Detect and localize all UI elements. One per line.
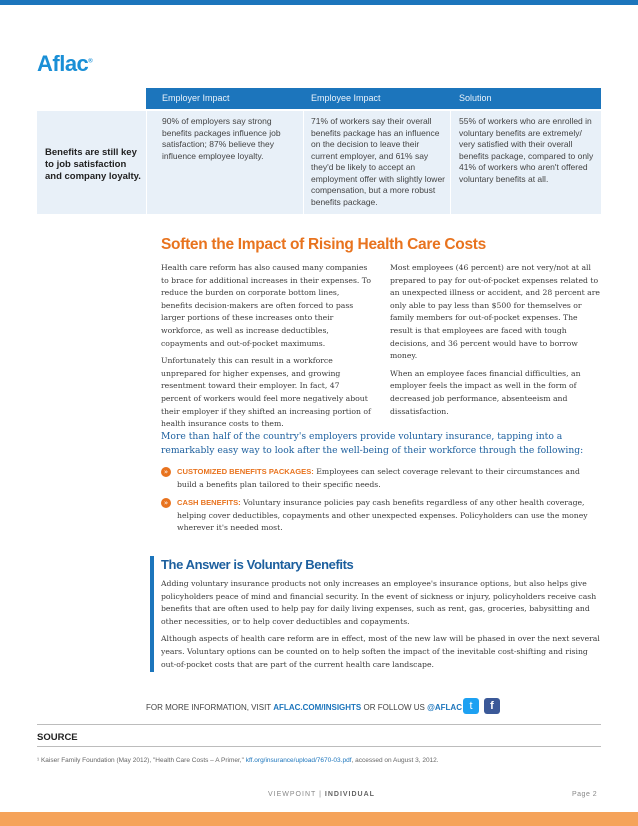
bullet-cash-benefits <box>161 497 601 535</box>
bottom-accent-bar <box>0 812 638 826</box>
source-citation: ¹ Kaiser Family Foundation (May 2012), "Health Care Costs – A Primer," kff.org/insurance/upload/7670-03.pdf, accessed on August 3, 2012. <box>37 757 439 764</box>
facebook-icon[interactable]: f <box>484 698 500 714</box>
voluntary-insurance-intro: More than half of the country's employers provide voluntary insurance, tapping into a remarkably easy way to look after the well-being of their workforce through the following: <box>161 431 584 456</box>
cell-solution: 55% of workers who are enrolled in voluntary benefits are extremely/ very satisfied with their overall benefits package, compared to only 41% of workers who aren't offered voluntary benefits at all. <box>459 116 594 184</box>
insights-link[interactable]: AFLAC.COM/INSIGHTS <box>273 703 362 712</box>
bullet-lead: CUSTOMIZED BENEFITS PACKAGES: <box>177 467 314 476</box>
source-link[interactable]: kff.org/insurance/upload/7670-03.pdf <box>245 757 352 764</box>
section1-column-right <box>390 262 601 423</box>
cell-employee-impact: 71% of workers say their overall benefits package has an influence on the decision to leave their current employer, and 61% say they'd be likely to accept an employment offer with slightly lower compensation, but a more robust benefits package. <box>311 116 446 207</box>
header-employer-impact: Employer Impact <box>162 93 230 103</box>
paragraph: Most employees (46 percent) are not very/not at all prepared to pay for out-of-pocket expenses related to an unexpected illness or accident, and 28 percent are only able to pay less than $500 for themselves or family members for out-of-pocket expenses. The result is that employees are faced with tough decisions, and 36 percent would have to borrow money. <box>390 263 600 361</box>
header-employee-impact: Employee Impact <box>311 93 381 103</box>
source-heading: SOURCE <box>37 732 78 743</box>
divider <box>37 724 601 725</box>
viewpoint-label: VIEWPOINT | INDIVIDUAL <box>268 791 375 798</box>
table-divider <box>303 111 304 214</box>
header-solution: Solution <box>459 93 492 103</box>
paragraph: Unfortunately this can result in a workforce unprepared for higher expenses, and growing resentment toward their employer. In fact, 47 percent of workers would feel more negatively about their employer if they shifted an increasing portion of health insurance costs to them. <box>161 356 371 429</box>
twitter-icon[interactable]: t <box>463 698 479 714</box>
more-info-line: FOR MORE INFORMATION, VISIT AFLAC.COM/INSIGHTS OR FOLLOW US @AFLAC <box>146 703 462 712</box>
divider <box>37 746 601 747</box>
section-title-answer: The Answer is Voluntary Benefits <box>161 557 354 572</box>
page-number: Page 2 <box>572 791 598 798</box>
table-header-row <box>146 88 601 109</box>
table-divider <box>450 111 451 214</box>
paragraph: Although aspects of health care reform are in effect, most of the new law will be phased in over the next several years. Voluntary options can be counted on to help soften the impact of the inevitable cost-shifting and rising out-of-pocket costs that are part of the current health care landscape. <box>161 634 600 669</box>
aflac-logo: Aflac® <box>37 51 93 76</box>
paragraph: When an employee faces financial difficulties, an employer feels the impact as well in the form of decreased job performance, absenteeism and dissatisfaction. <box>390 368 581 416</box>
chevron-right-icon: » <box>161 498 171 508</box>
bullet-text: Voluntary insurance policies pay cash benefits regardless of any other health coverage, helping cover deductibles, copayments and other unexpected expenses. Policyholders can use the money wherever it's needed most. <box>177 498 588 533</box>
top-accent-bar <box>0 0 638 5</box>
paragraph: Health care reform has also caused many companies to brace for additional increases in their expenses. To reduce the burden on corporate bottom lines, benefits decision-makers are often forced to pass larger portions of these increases onto their workforce, as well as increase deductibles, copayments and out-of-pocket maximums. <box>161 263 371 348</box>
bullet-text: Employees can select coverage relevant to their circumstances and build a benefits plan tailored to their specific needs. <box>177 467 580 489</box>
paragraph: Adding voluntary insurance products not only increases an employee's insurance options, but also helps give policyholders peace of mind and financial security. In the event of sickness or injury, policyholders receive cash benefits that are often used to help pay for daily living expenses, such as rent, gas, groceries, babysitting and other necessities, or to help cover deductibles and copayments. <box>161 579 597 626</box>
section1-column-left <box>161 262 371 436</box>
answer-accent-bar <box>150 556 154 672</box>
section2-body <box>161 578 603 676</box>
table-divider <box>146 111 147 214</box>
cell-employer-impact: 90% of employers say strong benefits packages influence job satisfaction; 87% believe they influence employee loyalty. <box>162 116 281 161</box>
twitter-handle[interactable]: @AFLAC <box>427 703 462 712</box>
table-row-label: Benefits are still key to job satisfaction and company loyalty. <box>45 147 141 182</box>
section-title-soften: Soften the Impact of Rising Health Care Costs <box>161 236 486 253</box>
bullet-customized-benefits <box>161 466 601 491</box>
bullet-lead: CASH BENEFITS: <box>177 498 241 507</box>
chevron-right-icon: » <box>161 467 171 477</box>
